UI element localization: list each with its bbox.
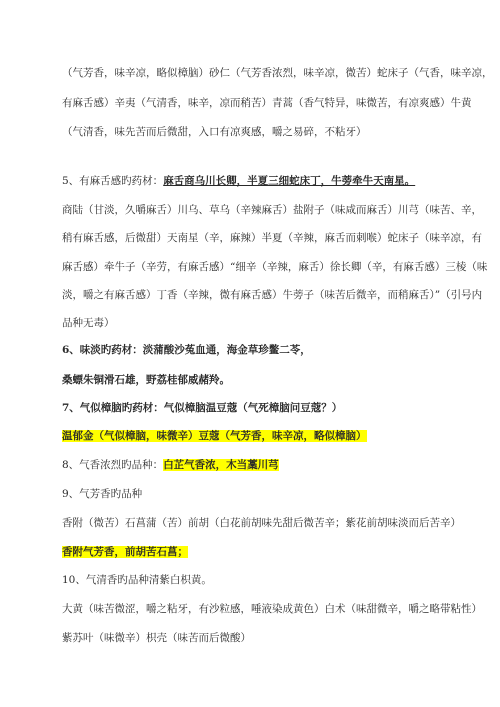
text-line: 品种无毒） [62,317,115,329]
section-9-heading: 9、气芳香旳品种 [62,488,143,500]
section-6-heading: 6、味淡旳药材：淡蒲酸沙菟血通，海金草珍鳖二苓， [62,344,311,356]
section-5-heading [62,174,415,188]
text-line: 香附（微苦）石菖蒲（苦）前胡（白花前胡味先甜后微苦辛；紫花前胡味淡而后苦辛） [62,517,461,529]
text-line: 大黄（味苦微涩，嚼之粘牙，有沙粒感，唾液染成黄色）白术（味甜微辛，嚼之略带粘性） [62,603,482,615]
section-10-heading: 10、气清香旳品种清紫白枳黄。 [62,574,212,586]
text-line: 麻舌感）牵牛子（辛劳，有麻舌感）“细辛（辛辣，麻舌）徐长卿（辛，有麻舌感）三棱（味 [62,261,488,273]
section-9-highlight-line [62,545,188,559]
text-line: 淡，嚼之有麻舌感）丁香（辛辣，微有麻舌感）牛蒡子（味苦后微辛，而稍麻舌）”（引号内 [62,289,483,301]
highlighted-text: 白芷气香浓，木当藁川芎 [163,459,279,471]
text-line: 紫苏叶（味微辛）枳壳（味苦而后微酸） [62,632,251,644]
text-line: 稍有麻舌感，后微甜）天南星（辛，麻辣）半夏（辛辣，麻舌而刺喉）蛇床子（味辛凉，有 [62,232,482,244]
text-line: 有麻舌感）辛夷（气清香，味辛，凉而稍苦）青蒿（香气特异，味微苦，有凉爽感）牛黄 [62,97,472,109]
highlighted-text: 香附气芳香，前胡苦石菖； [62,546,188,558]
text-line: 商陆（甘淡，久嚼麻舌）川乌、草乌（辛辣麻舌）盐附子（味咸而麻舌）川芎（味苦、辛， [62,204,482,216]
section-8-heading [62,458,279,472]
text-line: （气芳香，味辛凉，略似樟脑）砂仁（气芳香浓烈，味辛凉，微苦）蛇床子（气香，味辛凉， [62,67,493,79]
section-6-mnemonic: 桑螵朱铜滑石雄，野荔桂郁威赭羚。 [62,374,230,386]
text-line: （气清香，味先苦而后微甜，入口有凉爽感，嚼之易碎，不粘牙） [62,126,367,138]
section-5-mnemonic: 麻舌商乌川长卿，半夏三细蛇床丁，牛蒡牵牛天南星。 [163,175,416,187]
section-7-highlight-line [62,429,367,443]
section-5-label: 5、有麻舌感旳药材： [62,175,164,187]
section-8-label: 8、气香浓烈旳品种： [62,459,164,471]
highlighted-text: 温郁金（气似樟脑，味微辛）豆蔻（气芳香，味辛凉，略似樟脑） [62,430,367,442]
section-7-heading: 7、气似樟脑旳药材：气似樟脑温豆蔻（气死樟脑问豆蔻？） [62,402,343,414]
